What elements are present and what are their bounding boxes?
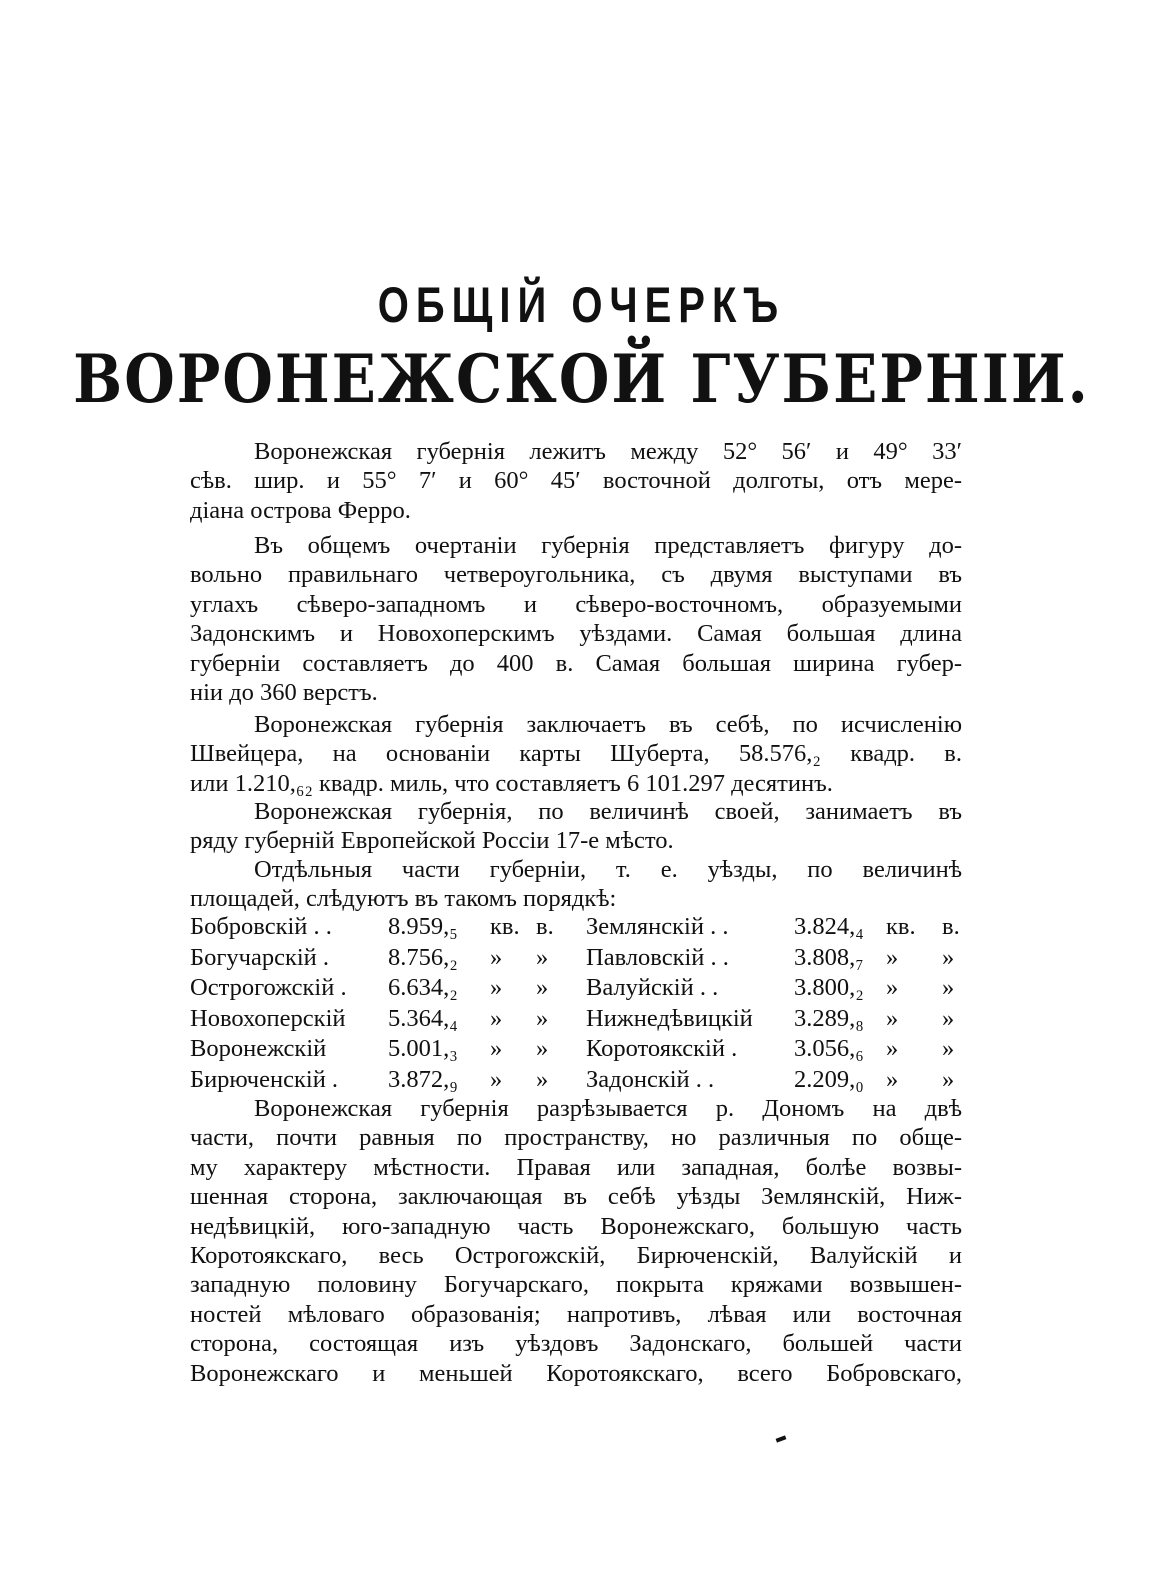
paragraph-area	[190, 710, 962, 798]
text-line: площадей, слѣдуютъ въ такомъ порядкѣ:	[190, 885, 617, 913]
unit-label: в.	[942, 913, 960, 940]
unit-label: »	[490, 1035, 503, 1062]
text-line: Коротоякскаго, весь Острогожскій, Бирюченскій, Валуйскій и	[190, 1242, 962, 1270]
district-name: Задонскій . .	[586, 1065, 715, 1093]
table-row	[190, 1066, 962, 1097]
table-row	[190, 1005, 962, 1036]
district-name: Валуйскій . .	[586, 974, 719, 1001]
paragraph-coordinates	[190, 437, 962, 525]
unit-label: кв.	[490, 913, 520, 940]
district-area: 3.056,₆	[794, 1035, 864, 1062]
text-line: му характеру мѣстности. Правая или западная, болѣе возвы-	[190, 1153, 962, 1181]
unit-label: »	[536, 1035, 549, 1062]
district-area: 3.289,₈	[794, 1004, 864, 1032]
heading-general-sketch: ОБЩІЙ ОЧЕРКЪ	[377, 278, 786, 333]
table-row	[190, 913, 962, 944]
district-name: Землянскій . .	[586, 913, 729, 940]
district-area: 3.824,₄	[794, 913, 864, 940]
unit-label: »	[942, 974, 955, 1001]
district-area: 5.364,₄	[388, 1004, 458, 1032]
text-line: Воронежская губернія разрѣзывается р. Дономъ на двѣ	[254, 1095, 962, 1122]
district-area: 6.634,₂	[388, 974, 458, 1001]
district-name: Бирюченскій .	[190, 1065, 339, 1093]
heading-voronezh-province: ВОРОНЕЖСКОЙ ГУБЕРНІИ.	[73, 340, 1090, 419]
text-line: Швейцера, на основаніи карты Шуберта, 58.576,₂ квадр. в.	[190, 740, 962, 768]
text-line: Отдѣльныя части губерніи, т. е. уѣзды, по величинѣ	[254, 856, 962, 883]
text-line: Воронежская губернія, по величинѣ своей, занимаетъ въ	[254, 798, 962, 825]
unit-label: »	[536, 1004, 549, 1032]
table-row	[190, 944, 962, 975]
text-line: Въ общемъ очертаніи губернія представляетъ фигуру до-	[254, 532, 962, 559]
text-line: вольно правильнаго четвероугольника, съ двумя выступами въ	[190, 561, 962, 589]
unit-label: »	[490, 1004, 503, 1032]
unit-label: »	[536, 1065, 549, 1093]
text-line: діана острова Ферро.	[190, 496, 411, 524]
paragraph-rank	[190, 797, 962, 856]
unit-label: »	[490, 943, 503, 971]
paragraph-outline	[190, 531, 962, 707]
text-line: губерніи составляетъ до 400 в. Самая большая ширина губер-	[190, 649, 962, 677]
district-area: 5.001,₃	[388, 1035, 458, 1062]
unit-label: »	[886, 1035, 899, 1062]
district-name: Острогожскій .	[190, 974, 347, 1001]
unit-label: »	[490, 1065, 503, 1093]
ink-mark	[776, 1435, 787, 1442]
district-area: 3.808,₇	[794, 943, 864, 971]
district-name: Нижнедѣвицкій	[586, 1004, 753, 1032]
text-line: ностей мѣловаго образованія; напротивъ, лѣвая или восточная	[190, 1300, 962, 1328]
district-area-table	[190, 913, 962, 1096]
unit-label: в.	[536, 913, 554, 940]
text-line: сторона, состоящая изъ уѣздовъ Задонскаго, большей части	[190, 1330, 962, 1358]
district-area: 8.959,₅	[388, 913, 458, 940]
district-name: Богучарскій .	[190, 943, 330, 971]
text-line: Воронежская губернія лежитъ между 52° 56′ и 49° 33′	[254, 438, 962, 465]
text-line: сѣв. шир. и 55° 7′ и 60° 45′ восточной долготы, отъ мере-	[190, 467, 962, 495]
district-area: 8.756,₂	[388, 943, 458, 971]
paragraph-don-river	[190, 1094, 962, 1388]
unit-label: »	[886, 1065, 899, 1093]
text-line: или 1.210,₆₂ квадр. миль, что составляетъ 6 101.297 десятинъ.	[190, 769, 833, 797]
district-name: Воронежскій	[190, 1035, 327, 1062]
unit-label: »	[942, 1065, 955, 1093]
text-line: западную половину Богучарскаго, покрыта кряжами возвышен-	[190, 1271, 962, 1299]
unit-label: »	[942, 1035, 955, 1062]
text-line: углахъ сѣверо-западномъ и сѣверо-восточномъ, образуемыми	[190, 590, 962, 618]
table-row	[190, 974, 962, 1005]
unit-label: »	[886, 974, 899, 1001]
text-line: части, почти равныя по пространству, но различныя по обще-	[190, 1124, 962, 1152]
district-name: Павловскій . .	[586, 943, 729, 971]
district-area: 3.872,₉	[388, 1065, 458, 1093]
text-line: Воронежская губернія заключаетъ въ себѣ, по исчисленію	[254, 711, 962, 738]
district-name: Бобровскій . .	[190, 913, 332, 940]
unit-label: кв.	[886, 913, 916, 940]
text-line: недѣвицкій, юго-западную часть Воронежскаго, большую часть	[190, 1212, 962, 1240]
district-name: Новохоперскій	[190, 1004, 346, 1032]
text-line: шенная сторона, заключающая въ себѣ уѣзды Землянскій, Ниж-	[190, 1183, 962, 1211]
paragraph-districts-intro	[190, 855, 962, 914]
district-area: 2.209,₀	[794, 1065, 864, 1093]
text-line: ряду губерній Европейской Россіи 17-е мѣсто.	[190, 827, 674, 855]
unit-label: »	[886, 943, 899, 971]
district-name: Коротоякскій .	[586, 1035, 738, 1062]
unit-label: »	[536, 974, 549, 1001]
unit-label: »	[942, 943, 955, 971]
table-row	[190, 1035, 962, 1066]
text-line: ніи до 360 верстъ.	[190, 679, 378, 707]
text-line: Задонскимъ и Новохоперскимъ уѣздами. Самая большая длина	[190, 620, 962, 648]
unit-label: »	[942, 1004, 955, 1032]
unit-label: »	[490, 974, 503, 1001]
unit-label: »	[536, 943, 549, 971]
district-area: 3.800,₂	[794, 974, 864, 1001]
text-line: Воронежскаго и меньшей Коротоякскаго, всего Бобровскаго,	[190, 1359, 962, 1387]
unit-label: »	[886, 1004, 899, 1032]
